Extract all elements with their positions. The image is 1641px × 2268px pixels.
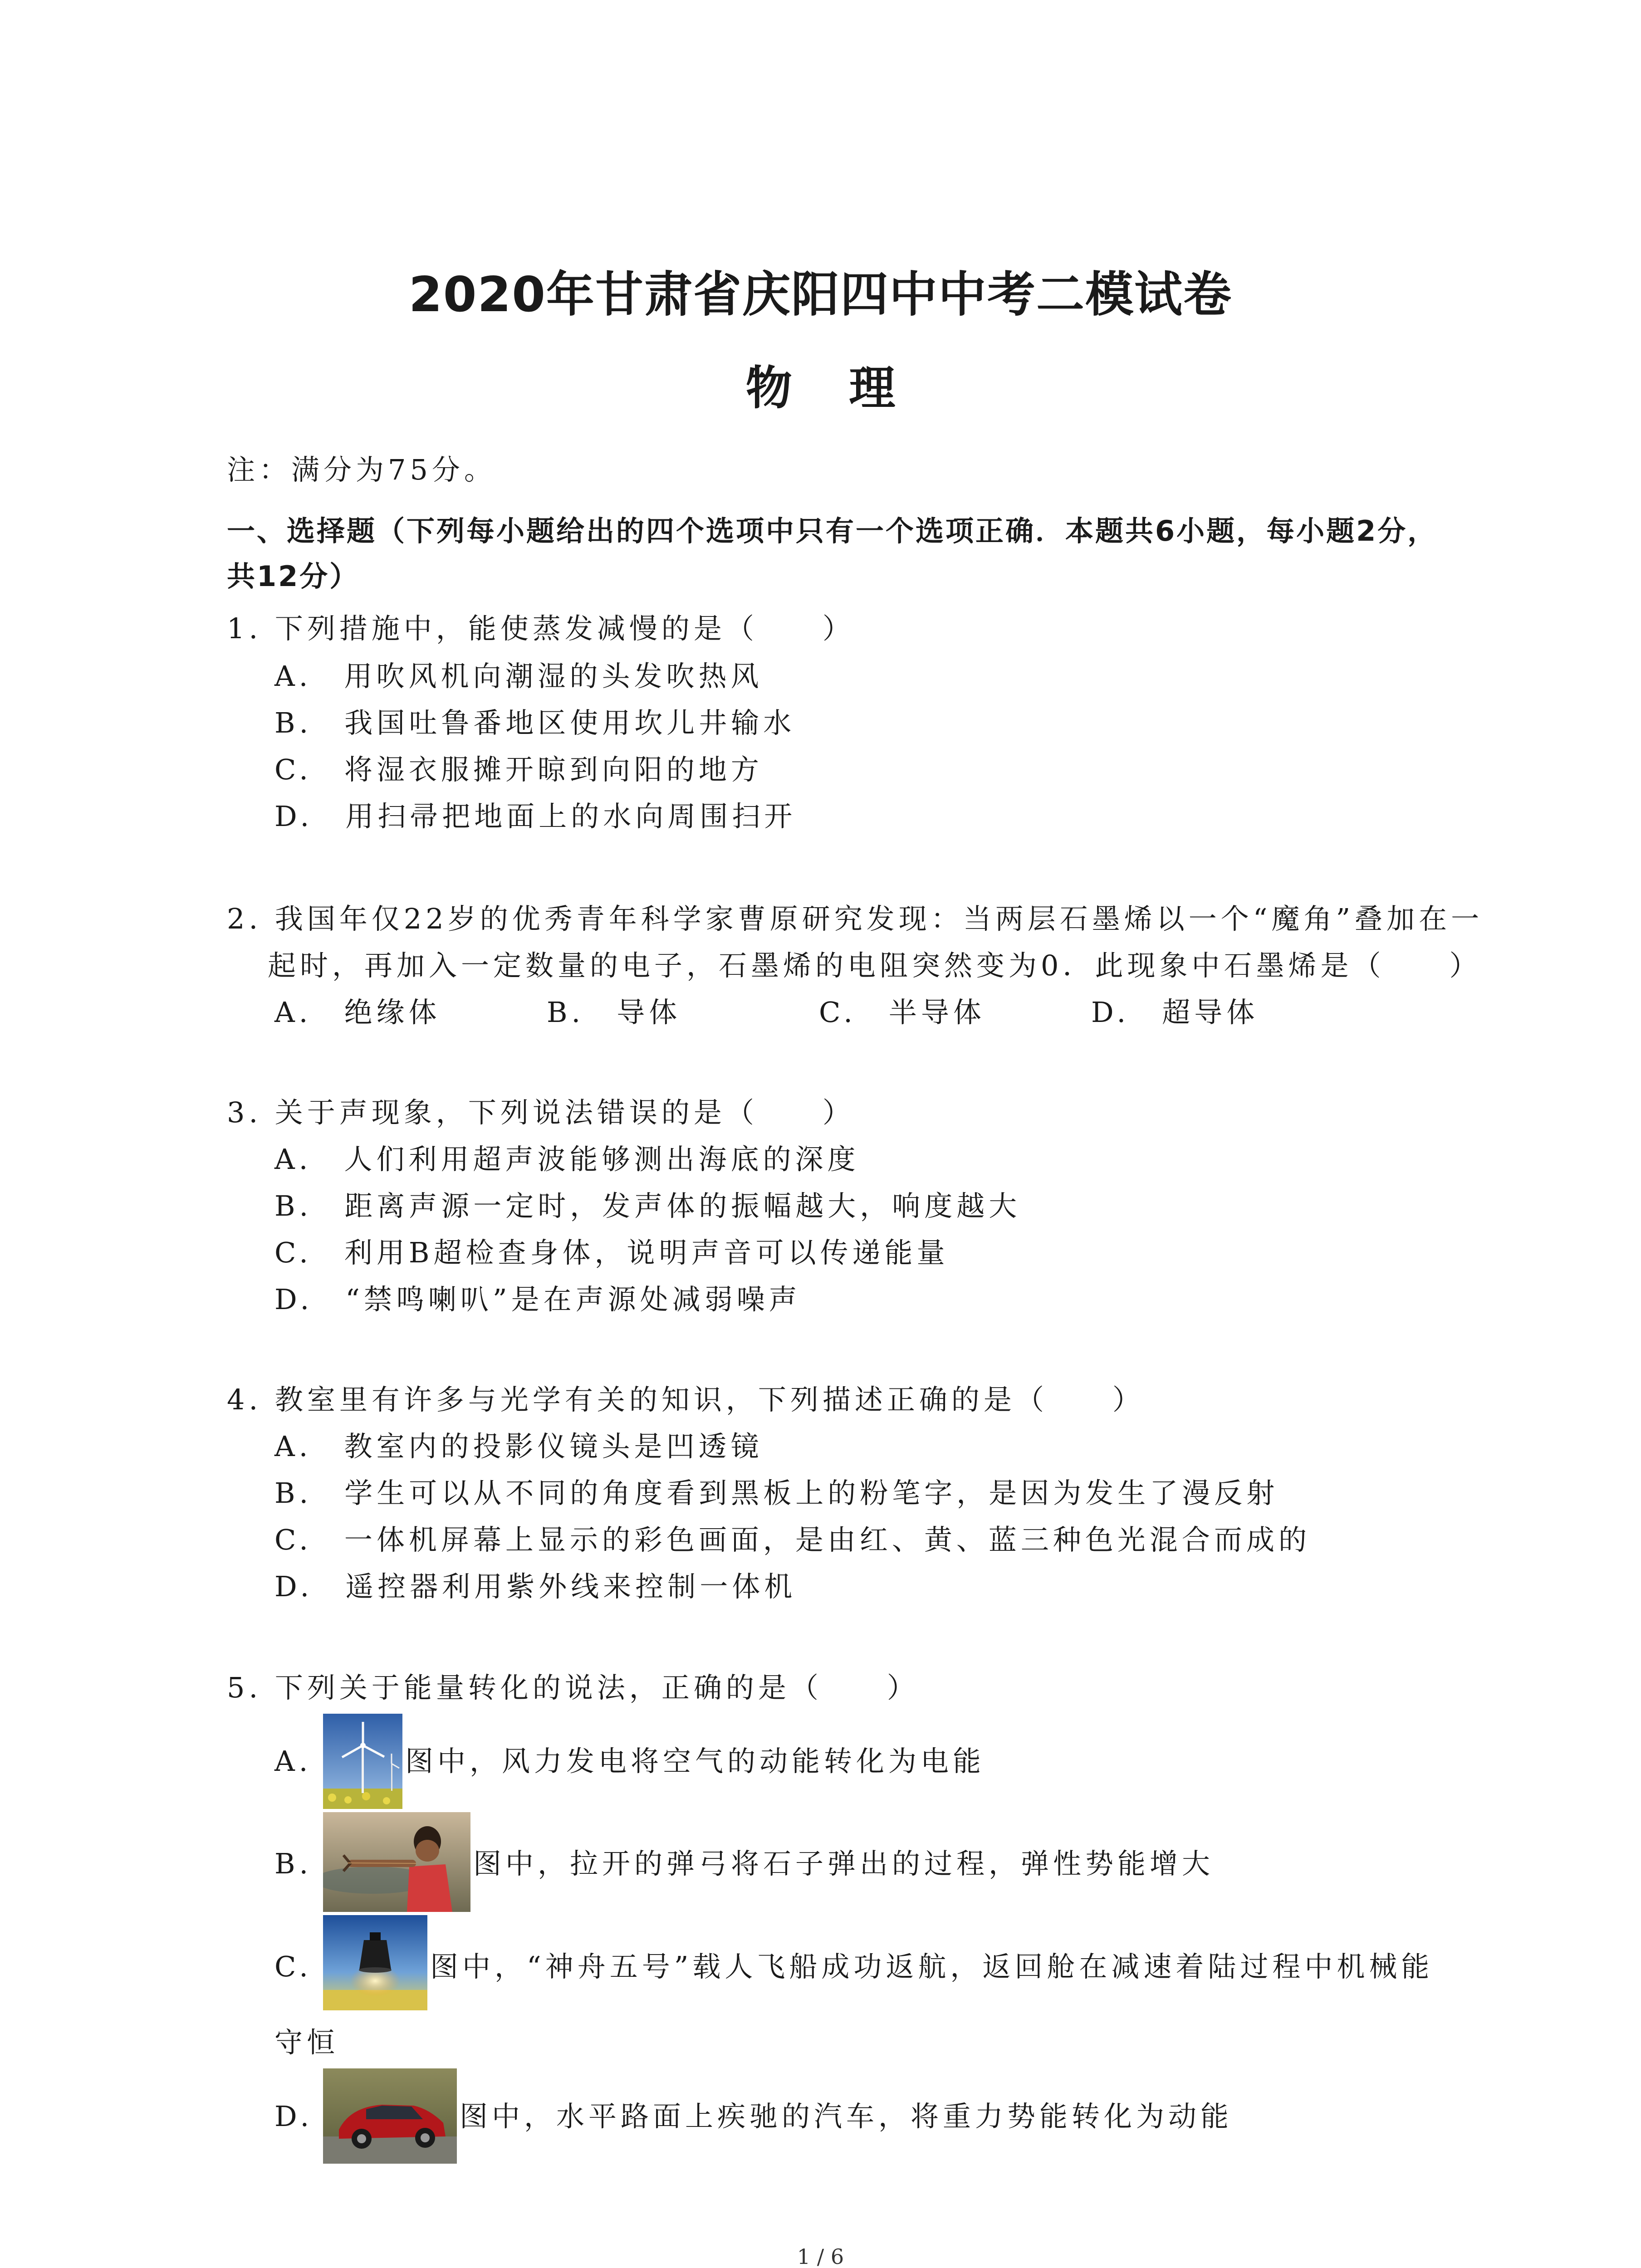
option-d: D. 用扫帚把地面上的水向周围扫开: [274, 800, 797, 833]
option-a-text: 图中，风力发电将空气的动能转化为电能: [405, 1745, 985, 1778]
reentry-capsule-image: [323, 1915, 427, 2010]
option-c: C. 半导体: [819, 996, 985, 1029]
question-stem-cont: 起时，再加入一定数量的电子，石墨烯的电阻突然变为0．此现象中石墨烯是（ ）: [268, 949, 1482, 982]
car-image: [323, 2068, 457, 2164]
section-heading-cont: 共12分）: [227, 560, 360, 593]
option-a: A. 人们利用超声波能够测出海底的深度: [274, 1143, 860, 1176]
option-a-letter: A.: [274, 1745, 312, 1778]
option-a: A. 教室内的投影仪镜头是凹透镜: [274, 1430, 763, 1463]
option-b: B. 我国吐鲁番地区使用坎儿井输水: [274, 706, 796, 739]
section-heading: 一、选择题（下列每小题给出的四个选项中只有一个选项正确．本题共6小题，每小题2分，: [227, 514, 1438, 547]
option-b: B. 距离声源一定时，发声体的振幅越大，响度越大: [274, 1189, 1021, 1222]
option-b: B. 学生可以从不同的角度看到黑板上的粉笔字，是因为发生了漫反射: [274, 1476, 1279, 1510]
option-d: D. “禁鸣喇叭”是在声源处减弱噪声: [274, 1283, 801, 1316]
option-b: B. 导体: [547, 996, 681, 1029]
option-d-text: 图中，水平路面上疾驰的汽车，将重力势能转化为动能: [460, 2100, 1233, 2133]
option-d-letter: D.: [274, 2100, 314, 2133]
option-c: C. 利用B超检查身体，说明声音可以传递能量: [274, 1236, 949, 1269]
subject-title: 物 理: [745, 362, 896, 415]
option-c: C. 将湿衣服摊开晾到向阳的地方: [274, 753, 763, 786]
option-d: D. 超导体: [1091, 996, 1259, 1029]
option-c-letter: C.: [274, 1950, 312, 1983]
question-stem: 5. 下列关于能量转化的说法，正确的是（ ）: [227, 1671, 919, 1704]
exam-title: 2020年甘肃省庆阳四中中考二模试卷: [408, 267, 1233, 323]
question-stem: 1. 下列措施中，能使蒸发减慢的是（ ）: [227, 612, 855, 645]
question-stem: 2. 我国年仅22岁的优秀青年科学家曹原研究发现：当两层石墨烯以一个“魔角”叠加在一: [227, 902, 1484, 935]
question-stem: 4. 教室里有许多与光学有关的知识，下列描述正确的是（ ）: [227, 1383, 1145, 1416]
wind-turbine-image: [323, 1714, 402, 1809]
option-d: D. 遥控器利用紫外线来控制一体机: [274, 1570, 797, 1603]
option-a: A. 绝缘体: [274, 996, 441, 1029]
option-a: A. 用吹风机向潮湿的头发吹热风: [274, 660, 763, 693]
option-b-text: 图中，拉开的弹弓将石子弹出的过程，弹性势能增大: [473, 1847, 1215, 1880]
page-number: 1 / 6: [797, 2244, 844, 2268]
question-stem: 3. 关于声现象，下列说法错误的是（ ）: [227, 1096, 855, 1129]
option-c-text-cont: 守恒: [274, 2026, 339, 2059]
option-b-letter: B.: [274, 1847, 313, 1880]
score-note: 注：满分为75分。: [227, 453, 496, 486]
option-c: C. 一体机屏幕上显示的彩色画面，是由红、黄、蓝三种色光混合而成的: [274, 1523, 1311, 1556]
option-c-text: 图中，“神舟五号”载人飞船成功返航，返回舱在减速着陆过程中机械能: [430, 1950, 1434, 1983]
slingshot-image: [323, 1812, 470, 1912]
